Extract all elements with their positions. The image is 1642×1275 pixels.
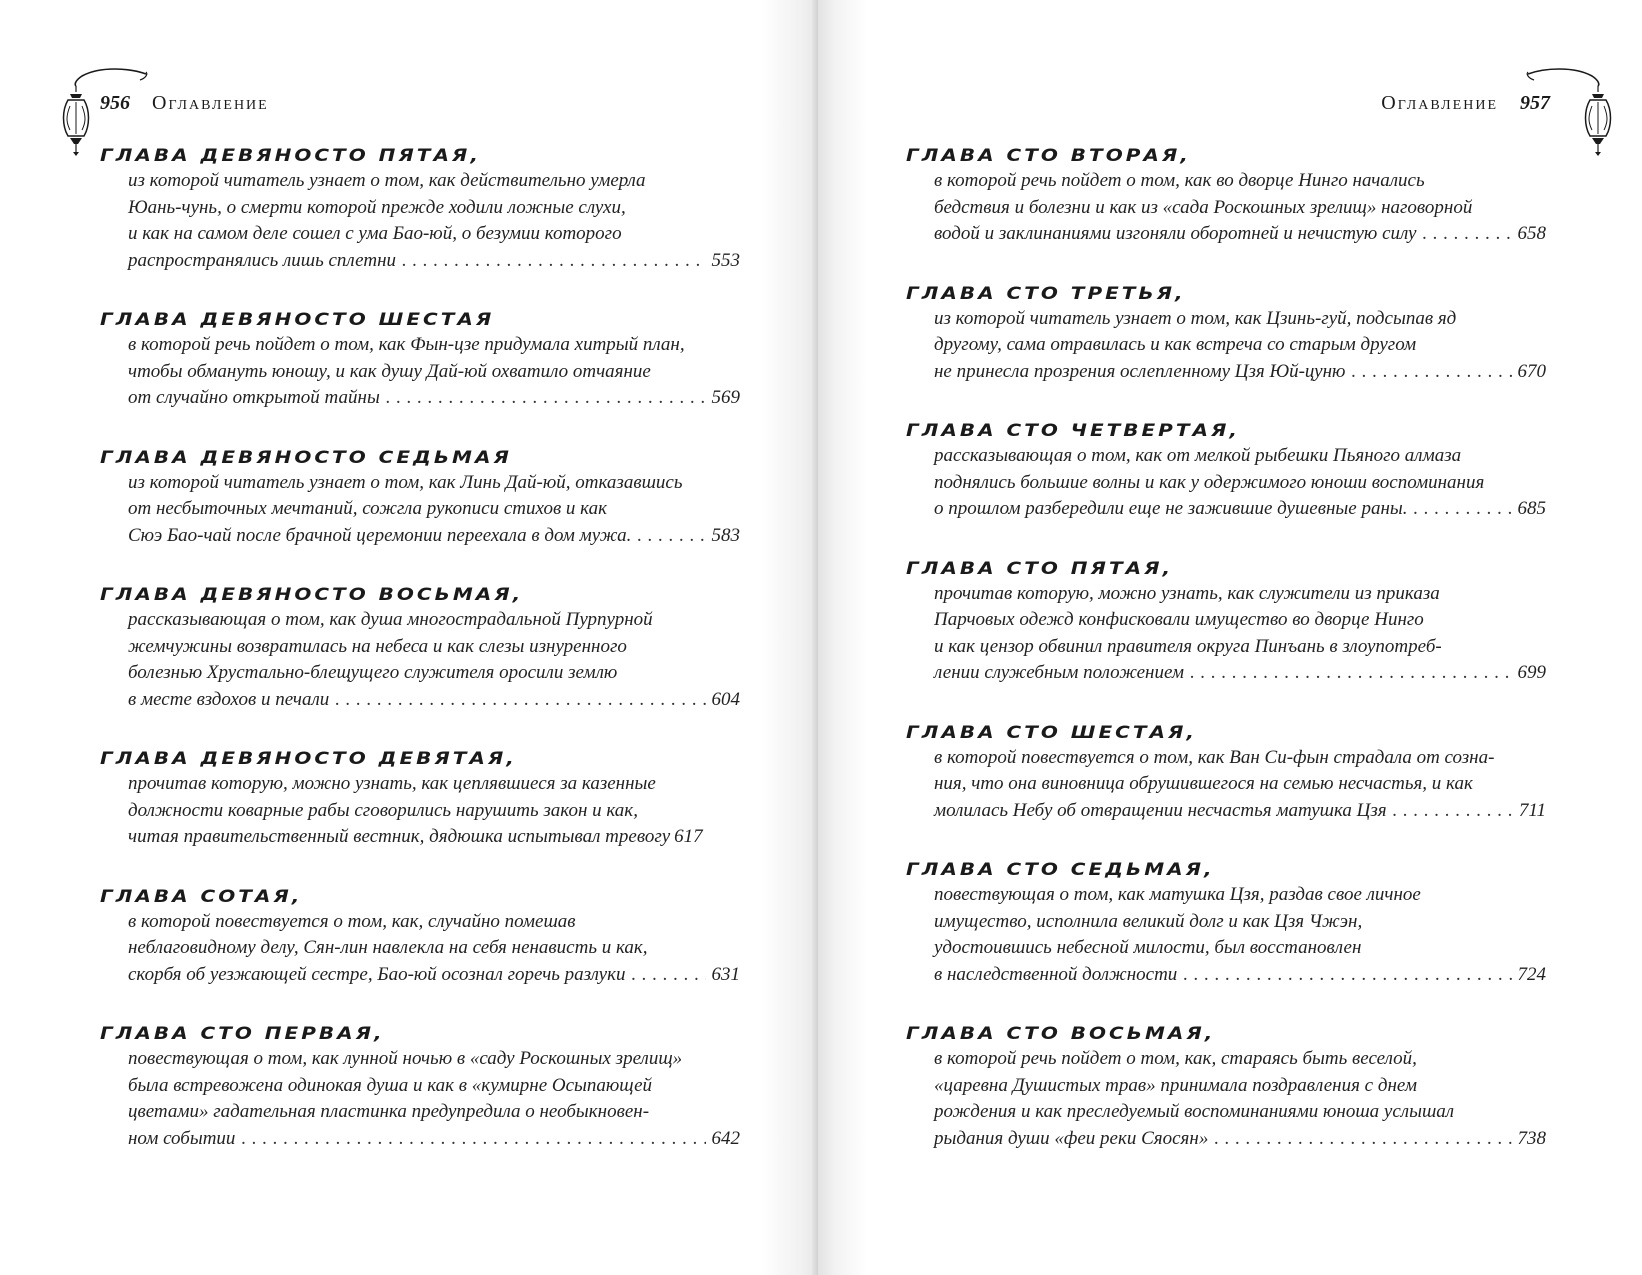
dot-leader bbox=[335, 687, 705, 714]
description-line: и как на самом деле сошел с ума Бао-юй, о безумии которого bbox=[128, 223, 622, 244]
dot-leader bbox=[1414, 496, 1512, 523]
description-line: удостоившись небесной милости, был восстановлен bbox=[934, 937, 1362, 958]
description-last-line bbox=[128, 687, 740, 714]
description-line: из которой читатель узнает о том, как Цзинь-гуй, подсыпав яд bbox=[934, 307, 1457, 329]
toc-entry[interactable] bbox=[100, 1018, 740, 1152]
running-head-right bbox=[1381, 92, 1550, 115]
page-reference[interactable]: 670 bbox=[1517, 360, 1546, 382]
page-reference[interactable]: 658 bbox=[1517, 223, 1546, 244]
running-head-left bbox=[100, 92, 269, 115]
chapter-title: ГЛАВА СТО ВТОРАЯ, bbox=[906, 144, 1191, 166]
table-of-contents-left bbox=[100, 140, 740, 1182]
chapter-description bbox=[128, 771, 740, 851]
description-last-line bbox=[128, 962, 740, 989]
chapter-description bbox=[934, 443, 1546, 523]
description-line: в которой повествуется о том, как, случайно помешав bbox=[128, 910, 576, 932]
left-page bbox=[0, 0, 818, 1275]
page-reference[interactable]: 685 bbox=[1517, 498, 1546, 519]
description-line: в которой повествуется о том, как Ван Си-фын страдала от созна- bbox=[934, 746, 1495, 768]
dot-leader bbox=[1214, 1126, 1511, 1153]
description-line: в которой речь пойдет о том, как во дворце Нинго начались bbox=[934, 170, 1425, 191]
description-line: и как цензор обвинил правителя округа Пинъань в злоупотреб- bbox=[934, 635, 1442, 657]
toc-entry[interactable] bbox=[906, 278, 1546, 386]
description-line: бедствия и болезни и как из «сада Роскошных зрелищ» наговорной bbox=[934, 196, 1473, 218]
description-last-line bbox=[934, 962, 1546, 989]
page-reference[interactable]: 699 bbox=[1517, 662, 1546, 683]
description-line: должности коварные рабы сговорились нарушить закон и как, bbox=[128, 799, 638, 821]
chapter-title: ГЛАВА СТО ПЯТАЯ, bbox=[906, 557, 1174, 578]
page-number: 956 bbox=[100, 92, 130, 114]
dot-leader bbox=[1351, 359, 1511, 386]
chapter-description bbox=[934, 1046, 1546, 1152]
page-reference[interactable]: 569 bbox=[711, 387, 740, 408]
chapter-description bbox=[934, 581, 1546, 687]
toc-entry[interactable] bbox=[100, 579, 740, 713]
description-last-line bbox=[934, 359, 1546, 386]
page-reference[interactable]: 553 bbox=[711, 249, 740, 271]
description-line: ния, что она виновница обрушившегося на семью несчастья, и как bbox=[934, 773, 1473, 794]
description-line: распространялись лишь сплетни bbox=[128, 249, 397, 271]
chapter-description bbox=[934, 745, 1546, 825]
right-page bbox=[818, 0, 1642, 1275]
description-last-line bbox=[934, 496, 1546, 523]
toc-entry[interactable] bbox=[906, 140, 1546, 248]
description-last-line bbox=[128, 385, 740, 412]
running-head-title: Оглавление bbox=[152, 92, 269, 114]
description-last-line bbox=[934, 1126, 1546, 1153]
description-line: рассказывающая о том, как от мелкой рыбешки Пьяного алмаза bbox=[934, 445, 1462, 466]
page-reference[interactable]: 738 bbox=[1517, 1127, 1546, 1149]
chapter-description bbox=[128, 909, 740, 989]
running-head-title: Оглавление bbox=[1381, 92, 1498, 114]
chapter-description bbox=[128, 607, 740, 713]
toc-entry[interactable] bbox=[906, 1018, 1546, 1152]
page-reference[interactable]: 631 bbox=[711, 963, 740, 985]
chapter-description bbox=[128, 470, 740, 550]
description-line: болезнью Хрустально-блещущего служителя оросили землю bbox=[128, 662, 618, 683]
page-reference[interactable]: 604 bbox=[711, 688, 740, 710]
description-line: жемчужины возвратилась на небеса и как слезы изнуренного bbox=[128, 635, 627, 657]
toc-entry[interactable] bbox=[100, 304, 740, 412]
chapter-title: ГЛАВА ДЕВЯНОСТО СЕДЬМАЯ bbox=[100, 446, 512, 467]
dot-leader bbox=[1422, 221, 1511, 248]
description-line: скорбя об уезжающей сестре, Бао-юй осознал горечь разлуки bbox=[128, 963, 626, 985]
description-line: лении служебным положением bbox=[934, 662, 1185, 683]
toc-entry[interactable] bbox=[906, 854, 1546, 988]
description-line: в которой речь пойдет о том, как Фын-цзе придумала хитрый план, bbox=[128, 334, 685, 355]
chapter-title: ГЛАВА ДЕВЯНОСТО ШЕСТАЯ bbox=[100, 308, 495, 330]
description-last-line bbox=[128, 1126, 740, 1153]
description-line: Сюэ Бао-чай после брачной церемонии переехала в дом мужа. bbox=[128, 524, 632, 546]
description-last-line bbox=[128, 824, 740, 851]
chapter-title: ГЛАВА СТО ПЕРВАЯ, bbox=[100, 1022, 385, 1044]
description-line: в наследственной должности bbox=[934, 963, 1178, 985]
chapter-description bbox=[128, 1046, 740, 1152]
chapter-title: ГЛАВА СТО СЕДЬМАЯ, bbox=[906, 858, 1215, 880]
dot-leader bbox=[1190, 660, 1511, 687]
description-line: из которой читатель узнает о том, как действительно умерла bbox=[128, 170, 646, 191]
description-line: не принесла прозрения ослепленному Цзя Юй-цуню bbox=[934, 360, 1346, 382]
description-line: другому, сама отравилась и как встреча со старым другом bbox=[934, 334, 1417, 355]
dot-leader bbox=[631, 962, 705, 989]
description-line: неблаговидному делу, Сян-лин навлекла на себя ненависть и как, bbox=[128, 937, 648, 958]
page-reference[interactable]: 583 bbox=[711, 524, 740, 546]
chapter-title: ГЛАВА СТО ВОСЬМАЯ, bbox=[906, 1022, 1216, 1044]
description-line: Парчовых одежд конфисковали имущество во дворце Нинго bbox=[934, 609, 1424, 630]
page-reference[interactable]: 642 bbox=[711, 1127, 740, 1149]
description-line: прочитав которую, можно узнать, как служители из приказа bbox=[934, 582, 1440, 604]
chapter-description bbox=[934, 306, 1546, 386]
toc-entry[interactable] bbox=[906, 553, 1546, 687]
page-number: 957 bbox=[1520, 92, 1550, 114]
description-line: повествующая о том, как лунной ночью в «саду Роскошных зрелищ» bbox=[128, 1048, 683, 1069]
description-line: прочитав которую, можно узнать, как цеплявшиеся за казенные bbox=[128, 773, 656, 794]
chapter-title: ГЛАВА ДЕВЯНОСТО ДЕВЯТАЯ, bbox=[100, 747, 517, 769]
page-reference[interactable]: 724 bbox=[1517, 963, 1546, 985]
description-last-line bbox=[934, 798, 1546, 825]
description-line: имущество, исполнила великий долг и как Цзя Чжэн, bbox=[934, 910, 1363, 932]
description-last-line bbox=[934, 660, 1546, 687]
description-line: «царевна Душистых трав» принимала поздравления с днем bbox=[934, 1074, 1417, 1096]
chapter-description bbox=[934, 882, 1546, 988]
description-line: о прошлом разбередили еще не зажившие душевные раны. bbox=[934, 498, 1408, 519]
chapter-title: ГЛАВА СТО ЧЕТВЕРТАЯ, bbox=[906, 419, 1240, 441]
chapter-title: ГЛАВА ДЕВЯНОСТО ВОСЬМАЯ, bbox=[100, 583, 524, 605]
description-line: Юань-чунь, о смерти которой прежде ходили ложные слухи, bbox=[128, 196, 626, 218]
description-line: ном событии bbox=[128, 1127, 236, 1149]
toc-entry[interactable] bbox=[906, 717, 1546, 825]
dot-leader bbox=[1393, 798, 1513, 825]
description-last-line bbox=[128, 248, 740, 275]
chapter-description bbox=[128, 332, 740, 412]
description-line: водой и заклинаниями изгоняли оборотней и нечистую силу bbox=[934, 223, 1417, 244]
chapter-description bbox=[934, 168, 1546, 248]
toc-entry[interactable] bbox=[100, 140, 740, 274]
description-line: из которой читатель узнает о том, как Линь Дай-юй, отказавшись bbox=[128, 471, 683, 493]
description-line: была встревожена одинокая душа и как в «кумирне Осыпающей bbox=[128, 1074, 653, 1096]
chapter-title: ГЛАВА СТО ТРЕТЬЯ, bbox=[906, 282, 1186, 303]
description-line: молилась Небу об отвращении несчастья матушка Цзя bbox=[934, 799, 1387, 821]
description-line: поднялись большие волны и как у одержимого юноши воспоминания bbox=[934, 471, 1485, 493]
dot-leader bbox=[637, 523, 705, 550]
toc-entry[interactable] bbox=[100, 442, 740, 550]
toc-entry[interactable] bbox=[100, 881, 740, 989]
toc-entry[interactable] bbox=[906, 415, 1546, 523]
description-last-line bbox=[934, 221, 1546, 248]
description-line: повествующая о том, как матушка Цзя, раздав свое личное bbox=[934, 884, 1421, 905]
description-line: от случайно открытой тайны bbox=[128, 387, 380, 408]
dot-leader bbox=[241, 1126, 705, 1153]
table-of-contents-right bbox=[906, 140, 1546, 1182]
description-last-line bbox=[128, 523, 740, 550]
page-reference[interactable]: 711 bbox=[1518, 799, 1546, 821]
description-line: рыдания души «феи реки Сяосян» bbox=[934, 1127, 1209, 1149]
description-line: читая правительственный вестник, дядюшка испытывал тревогу bbox=[128, 826, 671, 847]
description-line: рассказывающая о том, как душа многострадальной Пурпурной bbox=[128, 609, 653, 630]
chapter-title: ГЛАВА СТО ШЕСТАЯ, bbox=[906, 721, 1197, 742]
description-line: от несбыточных мечтаний, сожгла рукописи стихов и как bbox=[128, 498, 607, 519]
chapter-title: ГЛАВА СОТАЯ, bbox=[100, 885, 303, 906]
dot-leader bbox=[402, 248, 705, 275]
description-line: в которой речь пойдет о том, как, стараясь быть веселой, bbox=[934, 1048, 1417, 1069]
dot-leader bbox=[1183, 962, 1511, 989]
toc-entry[interactable] bbox=[100, 743, 740, 851]
description-line: в месте вздохов и печали bbox=[128, 688, 330, 710]
chapter-title: ГЛАВА ДЕВЯНОСТО ПЯТАЯ, bbox=[100, 144, 481, 166]
description-line: чтобы обмануть юношу, и как душу Дай-юй охватило отчаяние bbox=[128, 360, 651, 382]
chapter-description bbox=[128, 168, 740, 274]
page-reference[interactable]: 617 bbox=[674, 826, 703, 847]
description-line: цветами» гадательная пластинка предупредила о необыкновен- bbox=[128, 1101, 650, 1122]
dot-leader bbox=[386, 385, 706, 412]
description-line: рождения и как преследуемый воспоминаниями юноша услышал bbox=[934, 1101, 1455, 1122]
